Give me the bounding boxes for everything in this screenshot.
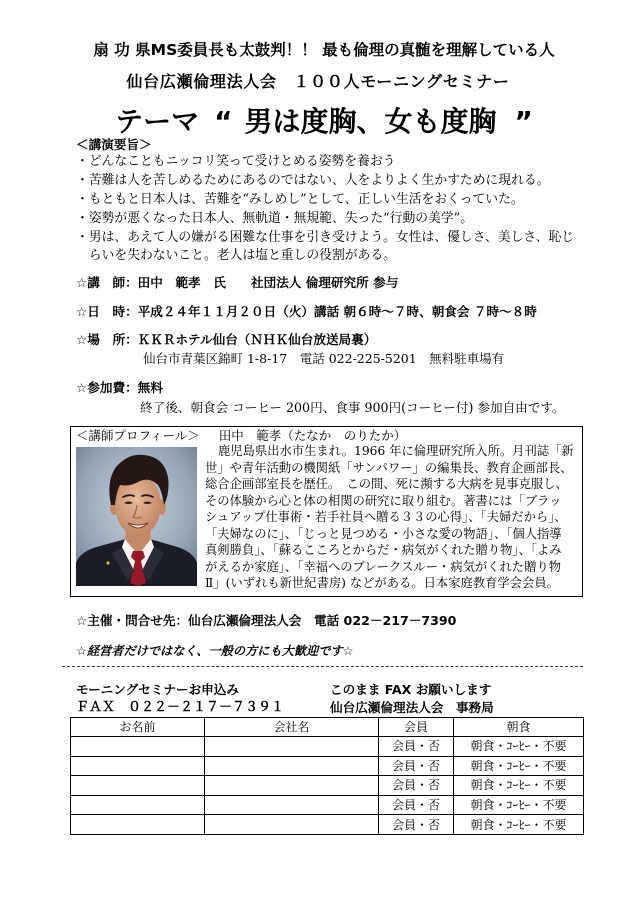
contact-phone: 電話 022－217－7390 bbox=[313, 613, 457, 628]
theme-close-quote: ” bbox=[514, 105, 533, 138]
profile-line: その体験から心と体の相関の研究に取り組む。著書には「ブラッ bbox=[205, 493, 562, 508]
profile-heading bbox=[76, 428, 516, 444]
contact-label: ☆主催・問合せ先： bbox=[76, 613, 189, 628]
company-cell bbox=[205, 776, 379, 796]
profile-line: 鹿児島県出水市生まれ。1966 年に倫理研究所入所。月刊誌「新 bbox=[218, 444, 574, 458]
member-cell: 会員・否 bbox=[379, 756, 454, 776]
name-cell bbox=[71, 815, 205, 835]
breakfast-cell: 朝食・ｺｰﾋｰ・不要 bbox=[454, 776, 584, 796]
fee-value: 無料 bbox=[137, 380, 163, 395]
venue-address: 仙台市青葉区錦町 1-8-17 電話 022-225-5201 無料駐車場有 bbox=[143, 351, 505, 366]
application-form-table bbox=[70, 717, 584, 835]
summary-item: ・もともと日本人は、苦難を“みしめし”として、正しい生活をおくっていた。 bbox=[76, 191, 524, 207]
profile-heading-label: ＜講師プロフィール＞ bbox=[76, 428, 200, 443]
fee-note: 終了後、朝食会 コーヒー 200円、食事 900円(コーヒー付) 参加自由です。 bbox=[140, 400, 565, 415]
theme-title bbox=[40, 103, 608, 141]
member-cell: 会員・否 bbox=[379, 776, 454, 796]
member-cell: 会員・否 bbox=[379, 795, 454, 815]
endorsement-headline: 扇 功 県MS委員長も太鼓判！！ 最も倫理の真髄を理解している人 bbox=[93, 41, 555, 59]
table-header-row bbox=[71, 718, 584, 737]
lecturer-profile-box bbox=[70, 426, 583, 597]
theme-open-quote: “ bbox=[214, 105, 233, 138]
fee-label: ☆参加費： bbox=[76, 380, 138, 395]
welcome-message: ☆経営者だけではなく、一般の方にも大歓迎です☆ bbox=[76, 644, 354, 658]
theme-text: 男は度胸、女も度胸 bbox=[244, 105, 497, 138]
lecturer-label: ☆講 師： bbox=[76, 275, 138, 290]
profile-line: 真剣勝負」、「蘇るこころとからだ・病気がくれた贈り物」、「よみ bbox=[205, 543, 562, 557]
summary-heading: ＜講演要旨＞ bbox=[76, 137, 152, 152]
profile-line: がえるか家庭」、「幸福へのブレークスルー・病気がくれた贈り物 bbox=[205, 559, 561, 574]
breakfast-cell: 朝食・ｺｰﾋｰ・不要 bbox=[454, 795, 584, 815]
application-fax-number: ＦＡＸ ０２２－２１７－７３９１ bbox=[76, 700, 285, 715]
table-row bbox=[71, 776, 584, 796]
lecturer-value: 田中 範孝 氏 社団法人 倫理研究所 参与 bbox=[137, 275, 399, 290]
event-title: 仙台広瀬倫理法人会 １００人モーニングセミナー bbox=[126, 72, 510, 91]
name-cell bbox=[71, 776, 205, 796]
datetime-label: ☆日 時： bbox=[76, 304, 138, 319]
datetime-row bbox=[76, 304, 598, 320]
summary-list bbox=[76, 153, 598, 266]
company-cell bbox=[205, 756, 379, 776]
datetime-value: 平成２４年１１月２０日（火）講話 朝６時～７時、朝食会 ７時～８時 bbox=[137, 304, 537, 319]
contact-organizer: 仙台広瀬倫理法人会 bbox=[188, 613, 302, 628]
company-cell bbox=[205, 737, 379, 757]
fax-request-note: このまま FAX お願いします bbox=[330, 682, 492, 697]
theme-label: テーマ bbox=[115, 105, 200, 138]
table-row bbox=[71, 815, 584, 835]
application-title: モーニングセミナーお申込み bbox=[76, 682, 239, 697]
header-member: 会員 bbox=[379, 718, 454, 737]
member-cell: 会員・否 bbox=[379, 737, 454, 757]
summary-item: ・男は、あえて人の嫌がる困難な仕事を引き受けよう。女性は、優しさ、美しさ、恥じ bbox=[76, 229, 575, 245]
table-row bbox=[71, 795, 584, 815]
profile-line: Ⅱ」(いずれも新世紀書房) などがある。日本家庭教育学会会員。 bbox=[205, 576, 559, 590]
table-row bbox=[71, 756, 584, 776]
profile-line: シュアップ仕事術・若手社員へ贈る３３の心得」、「夫婦だから」、 bbox=[205, 510, 567, 524]
breakfast-cell: 朝食・ｺｰﾋｰ・不要 bbox=[454, 815, 584, 835]
company-cell bbox=[205, 795, 379, 815]
summary-item-continuation: らいを失わないこと。老人は塩と重しの役割がある。 bbox=[88, 248, 396, 264]
breakfast-cell: 朝食・ｺｰﾋｰ・不要 bbox=[454, 737, 584, 757]
profile-biography bbox=[205, 443, 581, 592]
summary-item: ・苦難は人を苦しめるためにあるのではない、人をよりよく生かすために現れる。 bbox=[76, 172, 550, 188]
contact-row bbox=[76, 613, 598, 629]
member-cell: 会員・否 bbox=[379, 815, 454, 835]
summary-item: ・どんなこともニッコリ笑って受けとめる姿勢を養おう bbox=[76, 154, 396, 169]
header-name: お名前 bbox=[71, 718, 205, 737]
table-row bbox=[71, 737, 584, 757]
fee-row bbox=[76, 380, 598, 396]
profile-line: 総合企画部室長を歴任。 この間、死に瀕する大病を見事克服し、 bbox=[205, 477, 568, 491]
name-cell bbox=[71, 756, 205, 776]
cut-line-divider bbox=[62, 666, 583, 667]
venue-label: ☆場 所： bbox=[76, 332, 138, 347]
profile-line: 「夫婦なのに」、「じっと見つめる・小さな愛の物語」、「個人指導 bbox=[205, 526, 562, 541]
header-company: 会社名 bbox=[205, 718, 379, 737]
lecturer-photo bbox=[76, 447, 197, 586]
profile-lecturer-name: 田中 範孝（たなか のりたか） bbox=[218, 428, 407, 443]
name-cell bbox=[71, 737, 205, 757]
venue-value: ＫＫＲホテル仙台（ＮＨＫ仙台放送局裏） bbox=[137, 332, 377, 347]
lecturer-row bbox=[76, 275, 598, 291]
summary-item: ・姿勢が悪くなった日本人、無軌道・無規範、失った“行動の美学”。 bbox=[76, 210, 473, 226]
name-cell bbox=[71, 795, 205, 815]
company-cell bbox=[205, 815, 379, 835]
breakfast-cell: 朝食・ｺｰﾋｰ・不要 bbox=[454, 756, 584, 776]
header-breakfast: 朝食 bbox=[454, 718, 584, 737]
profile-line: 世」や青年活動の機関紙「サンパワー」の編集長、教育企画部長、 bbox=[205, 460, 573, 475]
application-office: 仙台広瀬倫理法人会 事務局 bbox=[330, 700, 494, 715]
venue-row bbox=[76, 332, 598, 348]
